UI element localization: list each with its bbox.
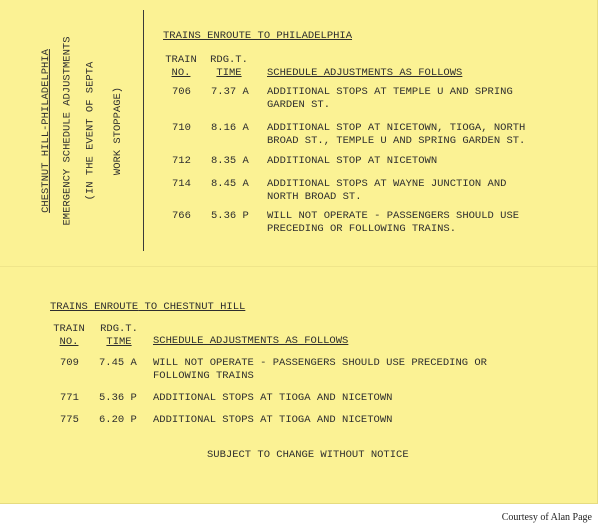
top-row-2-adjustment (267, 122, 525, 147)
bottom-row-3-adjustment (153, 414, 392, 427)
side-subtitle-text: EMERGENCY SCHEDULE ADJUSTMENTS (62, 36, 74, 226)
top-row-2-time: 8.16 A (211, 122, 249, 134)
bottom-row-2-line-1: ADDITIONAL STOPS AT TIOGA AND NICETOWN (153, 392, 393, 404)
side-subtitle (58, 0, 78, 262)
bottom-row-2-adjustment (153, 392, 392, 405)
bottom-row-2-no: 771 (60, 392, 79, 404)
top-row-3-no: 712 (172, 155, 191, 167)
bottom-header-time (94, 323, 144, 348)
bottom-header-time-1: RDG.T. (100, 323, 138, 335)
top-row-2-no: 710 (172, 122, 191, 134)
bottom-row-1-time: 7.45 A (99, 357, 137, 369)
top-row-5-time: 5.36 P (211, 210, 249, 222)
top-row-5-adjustment (267, 210, 519, 235)
fold-crease (0, 266, 597, 267)
top-row-5-line-1: WILL NOT OPERATE - PASSENGERS SHOULD USE (267, 210, 520, 222)
vertical-divider (143, 10, 144, 251)
top-row-2-line-2: BROAD ST., TEMPLE U AND SPRING GARDEN ST. (267, 134, 526, 147)
side-note-1 (80, 0, 100, 262)
top-row-4-line-2: NORTH BROAD ST. (267, 190, 362, 203)
side-title-text: CHESTNUT HILL-PHILADELPHIA (40, 49, 53, 213)
top-row-1-line-2: GARDEN ST. (267, 98, 331, 111)
bottom-title-part-1: TRAINS ENROUTE (50, 301, 139, 313)
bottom-header-adjustments: SCHEDULE ADJUSTMENTS AS FOLLOWS (153, 335, 349, 347)
footer-notice: SUBJECT TO CHANGE WITHOUT NOTICE (207, 449, 409, 461)
top-section-title: TRAINS ENROUTE TO PHILADELPHIA (163, 30, 353, 42)
courtesy-credit: Courtesy of Alan Page (501, 512, 592, 523)
top-header-train (158, 54, 204, 79)
top-row-1-time: 7.37 A (211, 86, 249, 98)
bottom-row-3-time: 6.20 P (99, 414, 137, 426)
top-row-1-no: 706 (172, 86, 191, 98)
top-row-4-no: 714 (172, 178, 191, 190)
bottom-section-title (50, 301, 245, 313)
bottom-row-3-line-1: ADDITIONAL STOPS AT TIOGA AND NICETOWN (153, 414, 393, 426)
bottom-header-time-2: TIME (106, 335, 132, 348)
top-header-time-1: RDG.T. (210, 54, 248, 66)
top-row-4-line-1: ADDITIONAL STOPS AT WAYNE JUNCTION AND (267, 178, 507, 190)
side-note-2 (108, 0, 128, 262)
bottom-row-3-no: 775 (60, 414, 79, 426)
bottom-row-1-line-2: FOLLOWING TRAINS (153, 369, 254, 382)
bottom-row-1-adjustment (153, 357, 487, 382)
bottom-row-2-time: 5.36 P (99, 392, 137, 404)
top-header-train-1: TRAIN (165, 54, 197, 66)
top-header-time (204, 54, 254, 79)
top-row-5-line-2: PRECEDING OR FOLLOWING TRAINS. (267, 222, 457, 235)
side-note-1-text: (IN THE EVENT OF SEPTA (84, 61, 96, 201)
top-row-3-time: 8.35 A (211, 155, 249, 167)
top-row-2-line-1: ADDITIONAL STOP AT NICETOWN, TIOGA, NORTH (267, 122, 526, 134)
bottom-row-1-line-1: WILL NOT OPERATE - PASSENGERS SHOULD USE PRECEDING OR (153, 357, 487, 369)
top-row-4-adjustment (267, 178, 506, 203)
side-note-2-text: WORK STOPPAGE) (112, 86, 124, 176)
top-header-adjustments: SCHEDULE ADJUSTMENTS AS FOLLOWS (267, 67, 463, 79)
side-title (36, 0, 56, 262)
top-row-1-line-1: ADDITIONAL STOPS AT TEMPLE U AND SPRING (267, 86, 513, 98)
bottom-title-part-2: TO CHESTNUT HILL (138, 301, 246, 313)
top-row-1-adjustment (267, 86, 513, 111)
top-header-train-2: NO. (171, 66, 191, 79)
top-row-3-line-1: ADDITIONAL STOP AT NICETOWN (267, 155, 438, 167)
bottom-header-train (48, 323, 90, 348)
bottom-header-train-1: TRAIN (53, 323, 85, 335)
top-header-time-2: TIME (216, 66, 242, 79)
top-row-5-no: 766 (172, 210, 191, 222)
bottom-row-1-no: 709 (60, 357, 79, 369)
top-row-4-time: 8.45 A (211, 178, 249, 190)
top-row-3-adjustment (267, 155, 437, 168)
bottom-header-train-2: NO. (59, 335, 79, 348)
